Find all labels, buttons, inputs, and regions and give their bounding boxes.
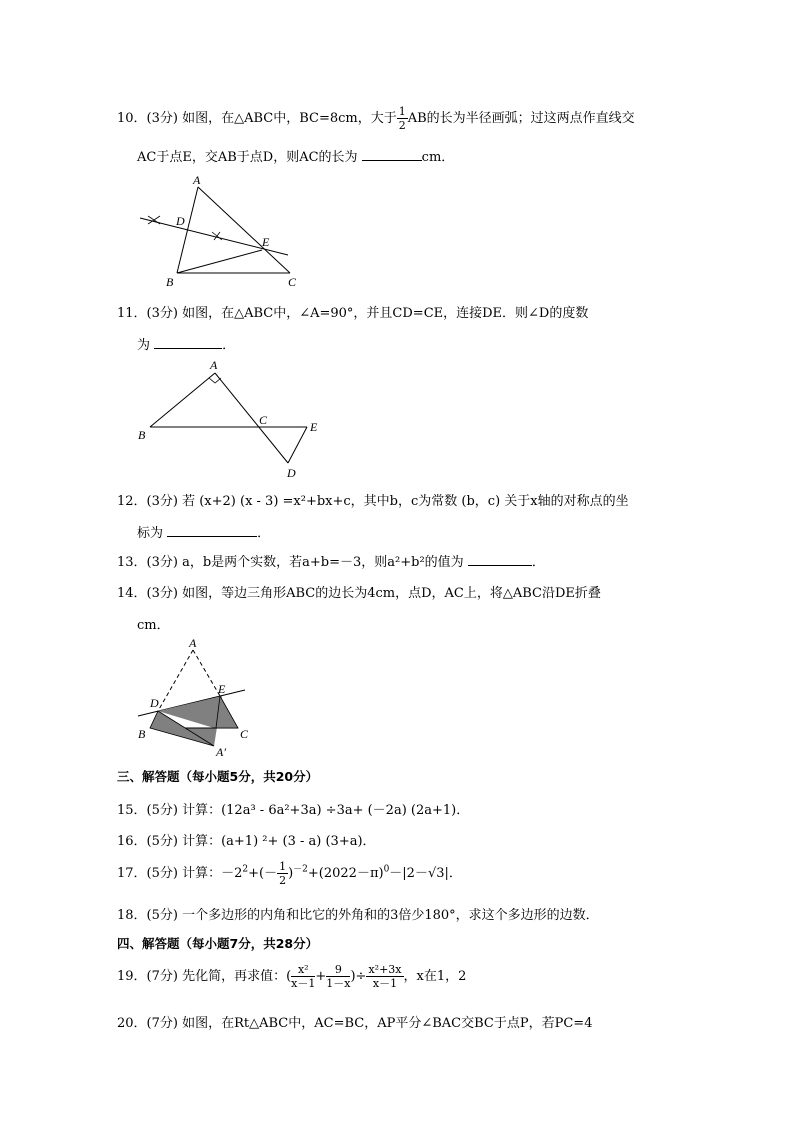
p17-mid: +(2022－π) (307, 866, 384, 881)
answer-blank-12[interactable] (167, 536, 257, 537)
label-D: D (176, 214, 185, 228)
problem-10-line1 (117, 105, 635, 132)
p17-exp: －2 (293, 864, 308, 875)
label-E: E (218, 682, 226, 696)
answer-blank-11[interactable] (154, 348, 222, 349)
seg-AC (198, 187, 290, 273)
label-E: E (310, 420, 318, 434)
p10-line2-text: AC于点E，交AB于点D，则AC的长为 (137, 150, 358, 165)
p19-f1-den: x－1 (291, 977, 316, 990)
p19-frac2 (326, 963, 350, 990)
p13-end: ． (531, 555, 545, 570)
p12-line2-text: 标为 (137, 526, 164, 541)
problem-19 (117, 963, 466, 990)
p19-f2-num: 9 (326, 963, 350, 977)
figure-11 (130, 355, 330, 480)
p11-end: ． (222, 338, 236, 353)
p19-frac3 (366, 963, 403, 990)
p17-num: 1 (279, 860, 287, 873)
p17-fraction (277, 860, 288, 887)
problem-12-line1 (117, 490, 629, 509)
half-fraction (397, 105, 408, 132)
label-B: B (138, 428, 146, 442)
p13-text: 13．(3分) a，b是两个实数，若a+b=－3，则a²+b²的值为 (117, 555, 464, 570)
p11-line2-text: 为 (137, 338, 151, 353)
half-den: 2 (398, 119, 406, 132)
seg-AB (150, 373, 215, 427)
figure-14 (130, 638, 260, 758)
label-B: B (166, 275, 174, 289)
problem-18: 18．(5分) 一个多边形的内角和比它的外角和的3倍少180°，求这个多边形的边数． (117, 908, 599, 923)
p10-text-a: 10．(3分) 如图，在△ABC中，BC=8cm，大于 (117, 111, 397, 126)
label-A: A (193, 173, 201, 187)
label-A: A (189, 638, 197, 650)
problem-16: 16．(5分) 计算：(a+1) ²+ (3 - a) (3+a)． (117, 834, 376, 849)
seg-ED (288, 427, 307, 463)
p14-line1-text: 14．(3分) 如图，等边三角形ABC的边长为4cm，点D，AC上，将△ABC沿DE折叠 (117, 586, 601, 601)
label-D: D (287, 466, 296, 480)
problem-14-line2 (137, 614, 170, 633)
p14-line2-text: cm． (137, 618, 170, 633)
problem-13-line1 (117, 551, 545, 570)
problem-10-line2 (137, 146, 454, 165)
label-B: B (138, 727, 146, 741)
section-4-heading: 四、解答题（每小题7分，共28分） (117, 936, 319, 951)
p19-tail: ，x在1，2 (403, 969, 467, 984)
answer-blank-13[interactable] (468, 565, 532, 566)
dashed-AE (193, 650, 220, 696)
problem-11-line1 (117, 302, 588, 321)
label-A-prime: A′ (216, 745, 226, 758)
problem-20: 20．(7分) 如图，在Rt△ABC中，AC=BC，AP平分∠BAC交BC于点P，若PC=4 (117, 1016, 593, 1031)
label-E: E (262, 235, 270, 249)
p19-f3-den: x－1 (372, 977, 398, 990)
p19-f1-num: x² (291, 963, 315, 977)
problem-11-line2 (137, 334, 235, 353)
p10-unit: cm． (421, 150, 455, 165)
section-3-heading: 三、解答题（每小题5分，共20分） (117, 769, 319, 784)
problem-14-line1 (117, 582, 601, 601)
p17-prefix: 17．(5分) 计算：－2 (117, 866, 243, 881)
problem-15: 15．(5分) 计算：(12a³ - 6a²+3a) ÷3a+ (－2a) (2a+1)． (117, 803, 470, 818)
problem-17 (117, 860, 462, 887)
label-C: C (259, 413, 268, 427)
p17-tail: －|2－√3|． (389, 866, 462, 881)
p17-sq: 2 (242, 864, 249, 875)
half-num: 1 (398, 105, 406, 118)
p19-prefix: 19．(7分) 先化简，再求值：( (117, 969, 292, 984)
p10-text-b: AB的长为半径画弧；过这两点作直线交 (407, 111, 635, 126)
shaded-triangle-right (216, 696, 238, 728)
p17-close: ) (288, 866, 294, 881)
p19-f2-den: 1－x (326, 977, 351, 990)
p19-f3-num: x²+3x (368, 963, 402, 976)
figure-10 (130, 170, 310, 295)
p17-zero: 0 (383, 864, 390, 875)
p19-plus: + (315, 969, 327, 984)
p11-line1-text: 11．(3分) 如图，在△ABC中，∠A=90°，并且CD=CE，连接DE．则∠D的度数 (117, 306, 589, 321)
label-A: A (210, 358, 218, 372)
seg-BE (177, 250, 262, 273)
p12-line1-text: 12．(3分) 若 (x+2) (x - 3) =x²+bx+c，其中b，c为常数 (b，c) 关于x轴的对称点的坐 (117, 494, 629, 509)
label-C: C (240, 727, 249, 741)
p17-plus: +(－ (248, 866, 278, 881)
dashed-AD (158, 650, 193, 711)
problem-12-line2 (137, 522, 270, 541)
answer-blank-10[interactable] (362, 160, 422, 161)
seg-AD (215, 373, 288, 463)
label-C: C (288, 275, 297, 289)
label-D: D (150, 696, 159, 710)
p12-end: ． (257, 526, 271, 541)
p19-frac1 (291, 963, 315, 990)
p17-den: 2 (279, 874, 287, 887)
p19-div: )÷ (350, 969, 367, 984)
